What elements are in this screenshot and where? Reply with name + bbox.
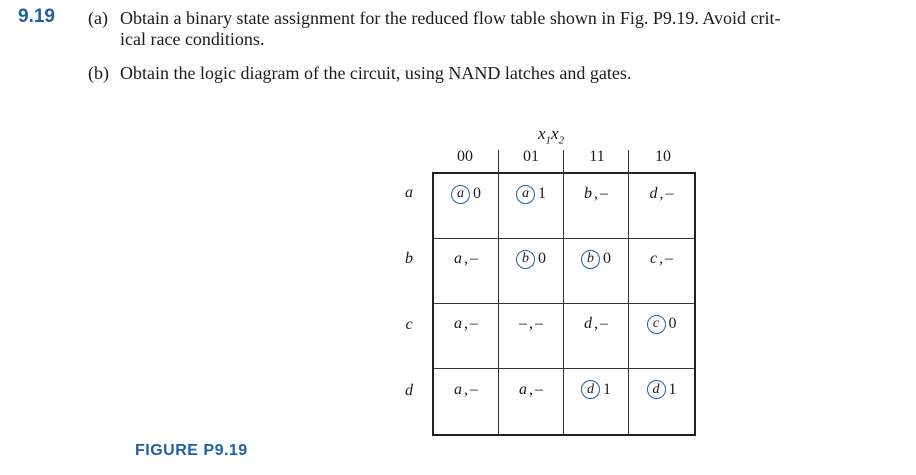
next-state: c (649, 250, 658, 267)
column-header-00: 00 (457, 148, 473, 165)
stable-state-circle: a (516, 185, 535, 204)
next-state: a (454, 380, 462, 398)
output-value: 1 (668, 380, 677, 398)
output-value: – (470, 250, 478, 267)
part-a-text (120, 8, 781, 50)
output-value: – (665, 250, 674, 267)
part-b-text (120, 63, 631, 84)
input-x2-sub: 2 (558, 134, 565, 147)
column-header-11: 11 (589, 148, 605, 165)
stable-state-circle: d (647, 380, 666, 399)
next-state: d (649, 185, 658, 202)
next-state: d (584, 315, 592, 332)
column-header-01: 01 (523, 148, 539, 165)
input-x2-var: x (551, 124, 559, 143)
output-value: – (535, 315, 543, 332)
input-x1-var: x (538, 124, 546, 143)
separator-comma: , (529, 315, 533, 332)
separator-comma: , (464, 250, 468, 267)
output-value: 1 (538, 185, 546, 202)
part-a-line-1: Obtain a binary state assignment for the reduced flow table shown in Fig. P9.19. Avoid crit- (120, 8, 781, 28)
table-cell (629, 345, 694, 434)
part-a-tag: (a) (88, 8, 108, 28)
row-header-c: c (405, 316, 413, 333)
table-cell (499, 345, 564, 434)
table-cell (434, 345, 499, 434)
row-header-a: a (405, 184, 413, 201)
output-value: 0 (668, 315, 677, 332)
row-header-d: d (405, 382, 413, 399)
output-value: 0 (473, 185, 481, 202)
next-state: – (519, 315, 527, 332)
separator-comma: , (594, 185, 598, 202)
output-value: – (600, 315, 608, 332)
separator-comma: , (659, 250, 664, 267)
stable-state-circle: b (516, 250, 535, 269)
next-state: a (454, 250, 462, 267)
output-value: 0 (538, 250, 546, 267)
row-header-b: b (405, 250, 413, 267)
separator-comma: , (529, 380, 533, 398)
stable-state-circle: c (647, 315, 666, 334)
next-state: b (584, 185, 592, 202)
table-cell (564, 345, 629, 434)
output-value: – (535, 380, 543, 398)
part-a-line-2: ical race conditions. (120, 29, 265, 49)
part-b-line-1: Obtain the logic diagram of the circuit, using NAND latches and gates. (120, 63, 632, 83)
stable-state-circle: b (581, 250, 600, 269)
column-header-10: 10 (655, 148, 671, 165)
stable-state-circle: d (581, 380, 600, 399)
flow-table (432, 172, 696, 436)
output-value: 1 (603, 380, 611, 398)
separator-comma: , (464, 380, 468, 398)
output-value: – (600, 185, 608, 202)
part-b-tag: (b) (88, 63, 109, 83)
input-x1-sub: 1 (545, 134, 552, 147)
output-value: – (470, 380, 478, 398)
output-value: 0 (603, 250, 611, 267)
separator-comma: , (659, 185, 664, 202)
next-state: a (454, 315, 462, 332)
figure-label: FIGURE P9.19 (135, 442, 248, 459)
separator-comma: , (594, 315, 598, 332)
output-value: – (470, 315, 478, 332)
separator-comma: , (464, 315, 468, 332)
inputs-label (538, 124, 564, 146)
output-value: – (665, 185, 674, 202)
problem-number: 9.19 (18, 6, 55, 27)
stable-state-circle: a (451, 185, 470, 204)
next-state: a (519, 380, 527, 398)
